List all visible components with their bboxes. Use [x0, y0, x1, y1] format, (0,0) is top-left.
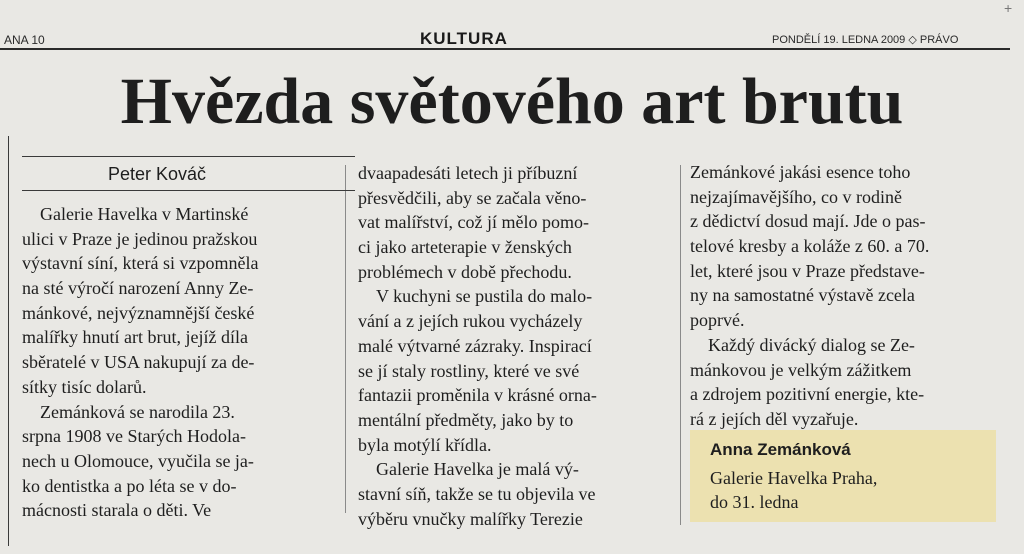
text-line: ny na samostatné výstavě zcela: [690, 285, 915, 306]
text-line: rá z jejích děl vyzařuje.: [690, 408, 859, 429]
text-line: byla motýlí křídla.: [358, 434, 492, 455]
text-line: dvaapadesáti letech ji příbuzní: [358, 163, 578, 183]
text-line: malířky hnutí art brut, jejíž díla: [22, 327, 248, 348]
text-line: fantazii proměnila v krásné orna-: [358, 385, 597, 406]
text-line: Zemánkové jakási esence toho: [690, 162, 911, 182]
crop-mark: +: [1004, 0, 1013, 16]
text-line: malé výtvarné zázraky. Inspirací: [358, 335, 592, 356]
info-box-title: Anna Zemánková: [710, 440, 851, 459]
page-number: ANA 10: [4, 33, 45, 47]
text-line: nech u Olomouce, vyučila se ja-: [22, 450, 254, 471]
info-box-dates: do 31. ledna: [710, 492, 799, 512]
text-line: výstavní síní, která si vzpomněla: [22, 253, 259, 274]
text-line: problémech v době přechodu.: [358, 261, 572, 282]
text-line: sítky tisíc dolarů.: [22, 376, 147, 397]
text-line: vat malířství, což jí mělo pomo-: [358, 212, 589, 233]
text-line: přesvědčili, aby se začala věno-: [358, 187, 587, 208]
text-line: výběru vnučky malířky Terezie: [358, 508, 583, 529]
text-line: let, které jsou v Praze představe-: [690, 260, 925, 281]
text-line: Galerie Havelka je malá vý-: [376, 459, 579, 480]
text-line: se jí staly rostliny, které ve své: [358, 360, 580, 381]
text-line: mánkovou je velkým zážitkem: [690, 359, 912, 380]
article-column-2: [358, 161, 674, 531]
author-byline: Peter Kováč: [108, 164, 207, 184]
header-rule: [0, 48, 1010, 50]
text-line: mácnosti starala o děti. Ve: [22, 500, 212, 521]
text-line: ko dentistka a po léta se v do-: [22, 475, 237, 496]
text-line: Každý divácký dialog se Ze-: [708, 334, 915, 355]
text-line: ci jako arteterapie v ženských: [358, 237, 572, 258]
text-line: mentální předměty, jako by to: [358, 409, 574, 430]
text-line: na sté výročí narození Anny Ze-: [22, 278, 254, 299]
dateline: PONDĚLÍ 19. LEDNA 2009 ◇ PRÁVO: [772, 34, 959, 46]
article-column-1: [22, 202, 358, 523]
left-column-rule: [8, 136, 9, 546]
text-line: stavní síň, takže se tu objevila ve: [358, 483, 596, 504]
article-headline: Hvězda světového art brutu: [120, 65, 904, 138]
text-line: z dědictví dosud mají. Jde o pas-: [690, 211, 926, 232]
text-line: mánkové, nejvýznamnější české: [22, 302, 255, 323]
byline-rule-top: [22, 156, 355, 157]
text-line: V kuchyni se pustila do malo-: [376, 286, 593, 307]
column-divider-2: [680, 165, 681, 525]
text-line: a zdrojem pozitivní energie, kte-: [690, 384, 925, 405]
text-line: srpna 1908 ve Starých Hodola-: [22, 426, 246, 447]
text-line: vání a z jejích rukou vycházely: [358, 311, 583, 332]
section-title: KULTURA: [420, 29, 508, 48]
text-line: Zemánková se narodila 23.: [40, 401, 235, 422]
exhibition-info-box: [690, 430, 996, 522]
byline-rule-bottom: [22, 190, 355, 191]
text-line: sběratelé v USA nakupují za de-: [22, 352, 255, 373]
info-box-venue: Galerie Havelka Praha,: [710, 468, 878, 488]
text-line: nejzajímavějšího, co v rodině: [690, 186, 902, 207]
article-column-3: [690, 160, 996, 432]
text-line: ulici v Praze je jedinou pražskou: [22, 228, 258, 249]
text-line: Galerie Havelka v Martinské: [40, 204, 249, 224]
text-line: poprvé.: [690, 310, 745, 331]
text-line: telové kresby a koláže z 60. a 70.: [690, 236, 930, 257]
